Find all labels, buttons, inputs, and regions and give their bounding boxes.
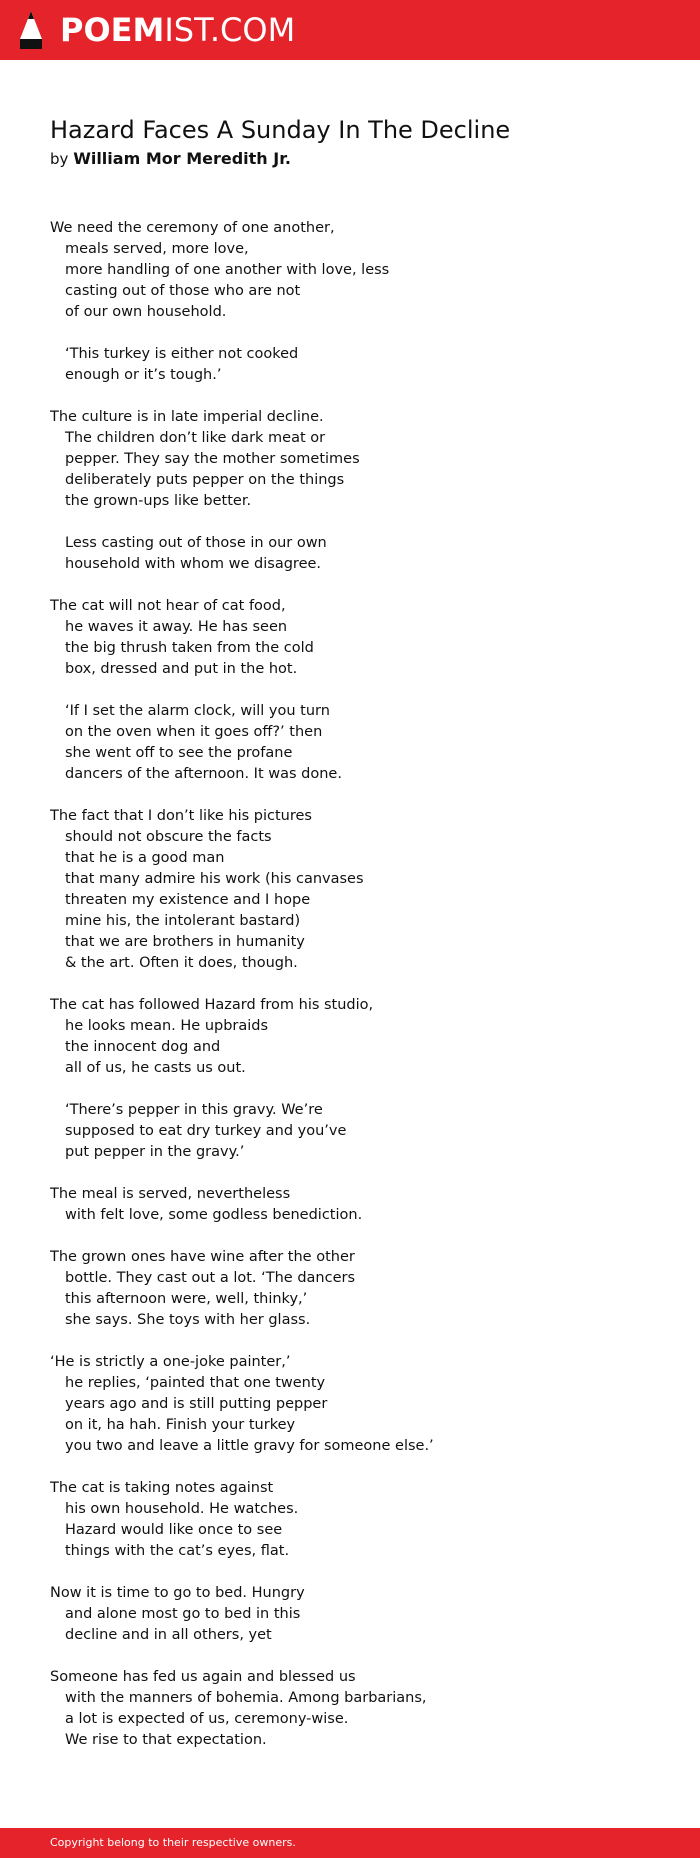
poem-stanza (50, 806, 650, 974)
poem-line: mine his, the intolerant bastard) (65, 913, 301, 929)
poem-line: all of us, he casts us out. (65, 1060, 246, 1076)
poem-line: things with the cat’s eyes, flat. (65, 1543, 290, 1559)
poem-stanza (50, 596, 650, 680)
poem-stanza (50, 701, 650, 785)
poem-line: he waves it away. He has seen (65, 619, 288, 635)
poem-line: years ago and is still putting pepper (65, 1396, 328, 1412)
poem-stanza (50, 344, 650, 386)
poem-line: with felt love, some godless benediction. (65, 1207, 363, 1223)
poem-line: pepper. They say the mother sometimes (65, 451, 360, 467)
poem-line: put pepper in the gravy.’ (65, 1144, 245, 1160)
poem-line: on the oven when it goes off?’ then (65, 724, 323, 740)
site-logo[interactable] (60, 10, 295, 50)
poem-stanza (50, 218, 650, 323)
poem-line: decline and in all others, yet (65, 1627, 272, 1643)
poem-line: ‘This turkey is either not cooked (65, 346, 299, 362)
poem-stanza (50, 1184, 650, 1226)
poem-line: & the art. Often it does, though. (65, 955, 298, 971)
logo-light-part: IST.COM (164, 11, 296, 49)
poem-line: that many admire his work (his canvases (65, 871, 364, 887)
poem-line: you two and leave a little gravy for someone else.’ (65, 1438, 434, 1454)
poem-line: Hazard would like once to see (65, 1522, 283, 1538)
poem-line: dancers of the afternoon. It was done. (65, 766, 342, 782)
poem-line: he replies, ‘painted that one twenty (65, 1375, 326, 1391)
poem-line: she says. She toys with her glass. (65, 1312, 311, 1328)
poem-line: The meal is served, nevertheless (50, 1186, 291, 1202)
poem-stanza (50, 1667, 650, 1751)
poem-line: household with whom we disagree. (65, 556, 322, 572)
poem-line: the big thrush taken from the cold (65, 640, 314, 656)
pencil-tip-icon[interactable] (18, 9, 44, 51)
poem-line: enough or it’s tough.’ (65, 367, 222, 383)
poem-line: Now it is time to go to bed. Hungry (50, 1585, 305, 1601)
poem-stanza (50, 1583, 650, 1646)
site-header (0, 0, 700, 60)
poem-stanza (50, 533, 650, 575)
poem-line: Less casting out of those in our own (65, 535, 327, 551)
poem-stanza (50, 1352, 650, 1457)
poem-line: on it, ha hah. Finish your turkey (65, 1417, 296, 1433)
poem-line: We need the ceremony of one another, (50, 220, 335, 236)
poem-line: his own household. He watches. (65, 1501, 299, 1517)
poem-line: The cat has followed Hazard from his studio, (50, 997, 374, 1013)
poem-line: deliberately puts pepper on the things (65, 472, 345, 488)
poem-line: We rise to that expectation. (65, 1732, 267, 1748)
poem-stanza (50, 995, 650, 1079)
poem-line: meals served, more love, (65, 241, 249, 257)
poem-line: supposed to eat dry turkey and you’ve (65, 1123, 347, 1139)
poem-stanza (50, 1247, 650, 1331)
poem-line: that we are brothers in humanity (65, 934, 305, 950)
poem-line: of our own household. (65, 304, 227, 320)
logo-bold-part: POEM (60, 11, 165, 49)
poem-line: the innocent dog and (65, 1039, 221, 1055)
poem-line: with the manners of bohemia. Among barbarians, (65, 1690, 427, 1706)
poem-line: threaten my existence and I hope (65, 892, 311, 908)
poem-line: ‘He is strictly a one-joke painter,’ (50, 1354, 291, 1370)
copyright-text: Copyright belong to their respective owners. (50, 1836, 296, 1849)
poem-line: The fact that I don’t like his pictures (50, 808, 312, 824)
poem-body (50, 218, 650, 1772)
poem-line: a lot is expected of us, ceremony-wise. (65, 1711, 349, 1727)
poem-line: The culture is in late imperial decline. (50, 409, 324, 425)
poem-stanza (50, 1100, 650, 1163)
poem-stanza (50, 1478, 650, 1562)
poem-line: box, dressed and put in the hot. (65, 661, 298, 677)
poem-line: that he is a good man (65, 850, 225, 866)
poem-stanza (50, 407, 650, 512)
poem-line: she went off to see the profane (65, 745, 293, 761)
poem-line: The children don’t like dark meat or (65, 430, 326, 446)
site-footer (0, 1828, 700, 1858)
poem-line: should not obscure the facts (65, 829, 272, 845)
poem-line: and alone most go to bed in this (65, 1606, 301, 1622)
poem-title: Hazard Faces A Sunday In The Decline (50, 116, 511, 144)
poem-line: casting out of those who are not (65, 283, 301, 299)
poem-line: the grown-ups like better. (65, 493, 252, 509)
poem-line: The grown ones have wine after the other (50, 1249, 355, 1265)
poem-line: The cat is taking notes against (50, 1480, 274, 1496)
author-name[interactable]: William Mor Meredith Jr. (73, 149, 291, 168)
poem-line: bottle. They cast out a lot. ‘The dancers (65, 1270, 356, 1286)
poem-line: Someone has fed us again and blessed us (50, 1669, 356, 1685)
poem-line: this afternoon were, well, thinky,’ (65, 1291, 308, 1307)
byline (50, 148, 291, 170)
poem-line: ‘There’s pepper in this gravy. We’re (65, 1102, 323, 1118)
poem-line: ‘If I set the alarm clock, will you turn (65, 703, 330, 719)
poem-line: The cat will not hear of cat food, (50, 598, 286, 614)
poem-line: more handling of one another with love, less (65, 262, 390, 278)
byline-prefix: by (50, 150, 69, 168)
poem-line: he looks mean. He upbraids (65, 1018, 269, 1034)
